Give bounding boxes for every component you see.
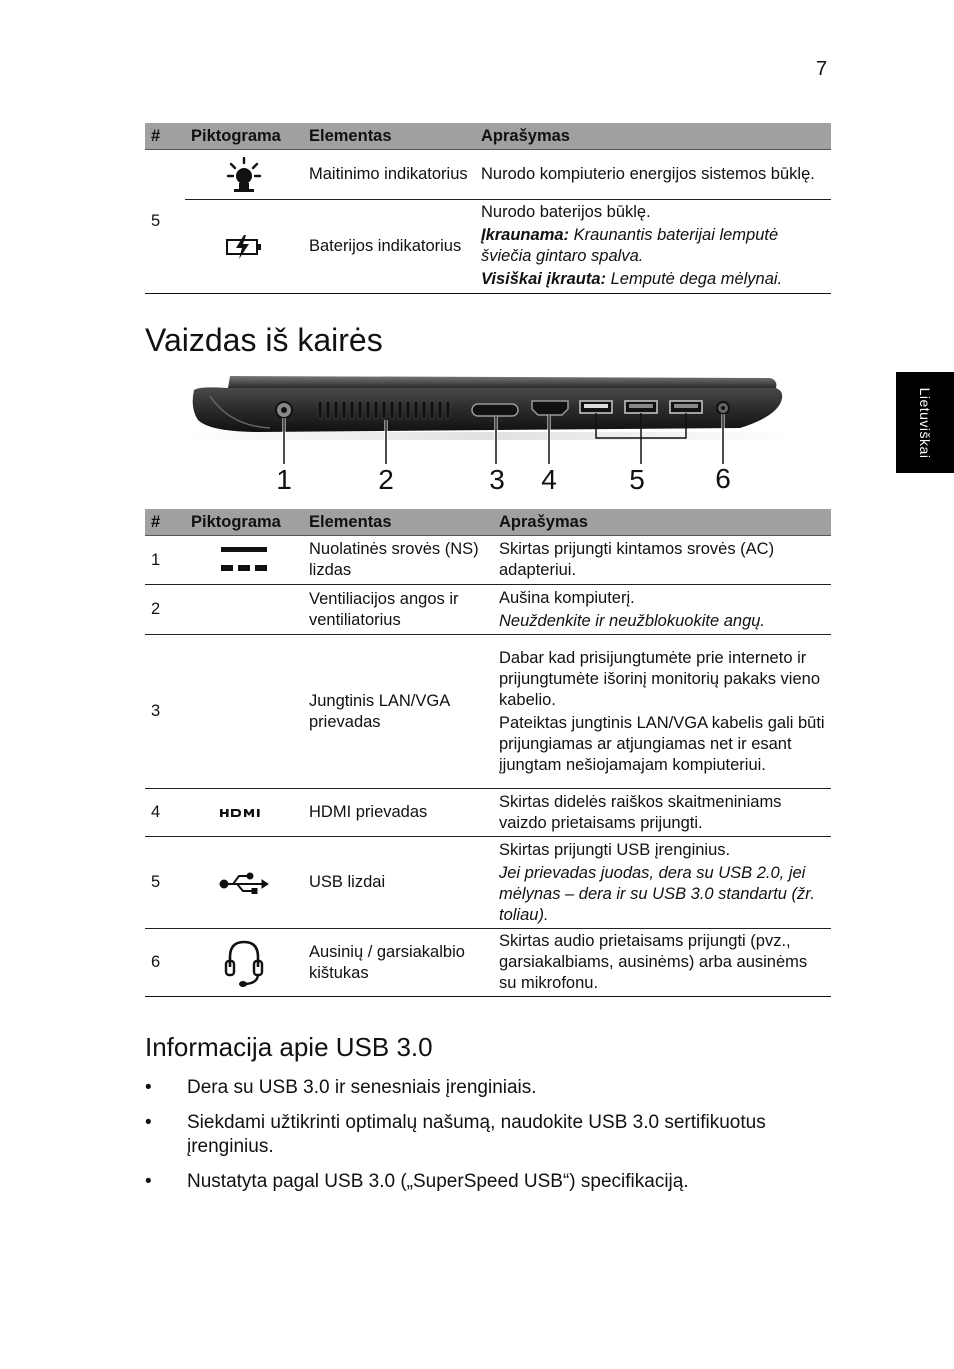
language-side-tab: [896, 372, 954, 473]
element-name: Ausinių / garsiakalbio kištukas: [303, 929, 493, 997]
description-note: Neuždenkite ir neužblokuokite angų.: [499, 611, 766, 630]
callout-5: 5: [629, 464, 645, 495]
header-num: #: [145, 123, 185, 150]
section-title: Vaizdas iš kairės: [145, 322, 383, 358]
element-description: [493, 585, 831, 635]
icon-cell: [185, 585, 303, 635]
header-description: Aprašymas: [475, 123, 831, 150]
callout-1: 1: [276, 464, 292, 495]
row-number: 2: [145, 585, 185, 635]
row-number: 6: [145, 929, 185, 997]
icon-cell: [185, 635, 303, 789]
battery-status-text: Nurodo baterijos būklę.: [481, 203, 651, 221]
header-num: #: [145, 509, 185, 536]
row-number: 1: [145, 536, 185, 585]
element-name: Jungtinis LAN/VGA prievadas: [303, 635, 493, 789]
element-description: Skirtas didelės raiškos skaitmeniniams vaizdo prietaisams prijungti.: [493, 789, 831, 837]
callout-2: 2: [378, 464, 394, 495]
row-number: 4: [145, 789, 185, 837]
power-indicator-icon: [226, 157, 262, 193]
element-name: Baterijos indikatorius: [303, 200, 475, 294]
list-item: [145, 1076, 835, 1100]
full-text: Lemputė dega mėlynai.: [606, 270, 783, 288]
list-item-text: Siekdami užtikrinti optimalų našumą, naudokite USB 3.0 sertifikuotus įrenginius.: [187, 1112, 766, 1157]
page-number: 7: [816, 58, 828, 80]
callout-6: 6: [715, 463, 731, 494]
dc-in-icon: [220, 545, 268, 575]
description-text: Dabar kad prisijungtumėte prie interneto ir prijungtumėte išorinį monitorių pakaks vieno kabelio.: [499, 648, 820, 709]
element-name: Ventiliacijos angos ir ventiliatorius: [303, 585, 493, 635]
language-side-tab-label: Lietuviškai: [917, 387, 933, 458]
element-description: [493, 635, 831, 789]
element-description: [493, 837, 831, 929]
bullet-symbol: •: [145, 1077, 152, 1098]
table-row: [145, 635, 831, 789]
icon-cell: [185, 200, 303, 294]
description-text: Skirtas prijungti USB įrenginius.: [499, 840, 731, 859]
description-text-2: Pateiktas jungtinis LAN/VGA kabelis gali būti prijungiamas ar atjungiamas net ir esant įjungtam nešiojamajam kompiuteriui.: [499, 713, 825, 774]
element-description: Nurodo kompiuterio energijos sistemos būklę.: [475, 150, 831, 200]
table-header-row: [145, 509, 831, 536]
indicators-table: [145, 123, 831, 294]
hdmi-icon: [219, 806, 269, 820]
charging-text: Kraunantis baterijai lemputė šviečia gintaro spalva.: [481, 226, 779, 265]
icon-cell: [185, 536, 303, 585]
bullet-symbol: •: [145, 1112, 152, 1133]
list-item-text: Nustatyta pagal USB 3.0 („SuperSpeed USB“) specifikaciją.: [187, 1171, 689, 1192]
callout-4: 4: [541, 464, 557, 495]
list-item: [145, 1170, 835, 1194]
table-row: [145, 200, 831, 294]
lan-vga-port: [472, 404, 518, 416]
element-name: HDMI prievadas: [303, 789, 493, 837]
subsection-title: Informacija apie USB 3.0: [145, 1032, 433, 1062]
icon-cell: [185, 150, 303, 200]
list-item-text: Dera su USB 3.0 ir senesniais įrenginiais.: [187, 1077, 537, 1098]
row-number: 3: [145, 635, 185, 789]
full-label: Visiškai įkrauta:: [481, 270, 607, 288]
description-note: Jei prievadas juodas, dera su USB 2.0, jei mėlynas – dera ir su USB 3.0 standartu (žr. toliau).: [499, 863, 815, 924]
icon-cell: [185, 929, 303, 997]
bullet-symbol: •: [145, 1171, 152, 1192]
laptop-left-side-illustration: [180, 368, 795, 498]
icon-cell: [185, 837, 303, 929]
header-description: Aprašymas: [493, 509, 831, 536]
list-item: [145, 1111, 835, 1159]
icon-cell: [185, 789, 303, 837]
element-description: Skirtas prijungti kintamos srovės (AC) adapteriui.: [493, 536, 831, 585]
charging-label: Įkraunama:: [481, 226, 570, 244]
usb-icon: [219, 871, 269, 895]
hdmi-port: [532, 401, 568, 415]
element-name: Maitinimo indikatorius: [303, 150, 475, 200]
table-row: [145, 929, 831, 997]
table-row: [145, 150, 831, 200]
header-element: Elementas: [303, 123, 475, 150]
element-description: [475, 200, 831, 294]
headset-icon: [224, 937, 264, 989]
table-row: [145, 536, 831, 585]
table-row: [145, 789, 831, 837]
usb3-bullet-list: [145, 1076, 835, 1205]
element-name: Nuolatinės srovės (NS) lizdas: [303, 536, 493, 585]
element-name: USB lizdai: [303, 837, 493, 929]
header-icon: Piktograma: [185, 123, 303, 150]
row-number: 5: [145, 837, 185, 929]
table-row: [145, 585, 831, 635]
row-number: 5: [145, 150, 185, 294]
description-text: Aušina kompiuterį.: [499, 588, 635, 607]
header-icon: Piktograma: [185, 509, 303, 536]
table-header-row: [145, 123, 831, 150]
callout-3: 3: [489, 464, 505, 495]
table-row: [145, 837, 831, 929]
header-element: Elementas: [303, 509, 493, 536]
left-side-ports-table: [145, 509, 831, 997]
ventilation-grille: [318, 401, 450, 419]
element-description: Skirtas audio prietaisams prijungti (pvz., garsiakalbiams, ausinėms) arba ausinėms su mikrofonu.: [493, 929, 831, 997]
battery-indicator-icon: [225, 234, 263, 260]
